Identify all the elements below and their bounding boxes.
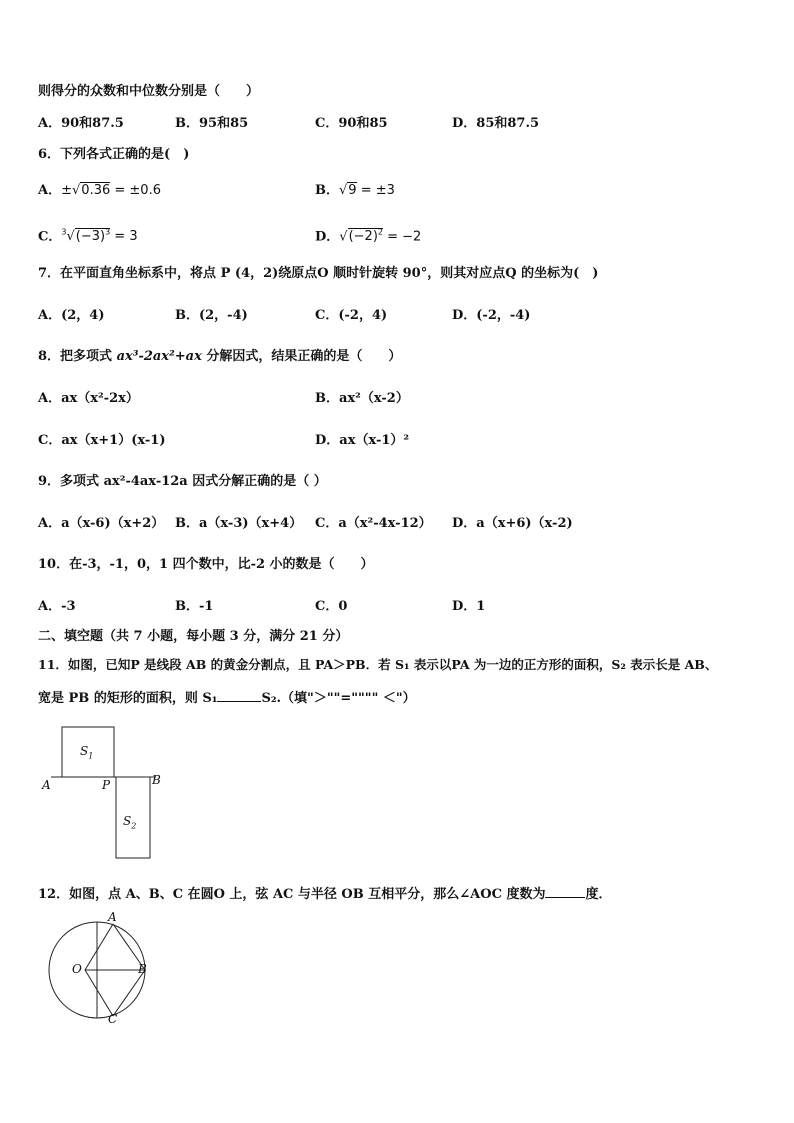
q11-line-2-pre: 宽是 PB 的矩形的面积，则 S₁: [38, 691, 218, 706]
q6-d-post: = −2: [382, 229, 422, 245]
q12-stem-pre: 12．如图，点 A、B、C 在圆O 上，弦 AC 与半径 OB 互相平分，那么∠AOC 度数为: [38, 887, 546, 902]
q6-a-label: A．: [38, 183, 62, 198]
label-s2-sub: 2: [131, 821, 137, 831]
label-b-circle: B: [138, 962, 147, 976]
q6-a-math: ±√0.36 = ±0.6: [61, 183, 161, 198]
label-b: B: [152, 773, 161, 787]
q11-line-1: 11．如图，已知P 是线段 AB 的黄金分割点，且 PA＞PB．若 S₁ 表示以PA 为一边的正方形的面积，S₂ 表示长是 AB、: [38, 657, 718, 672]
q6-c-radicand-wrap: [75, 228, 110, 244]
q8-option-c: C．ax（x+1）(x-1): [38, 433, 166, 448]
q6-option-d: [315, 225, 421, 245]
q9-option-b: B．a（x-3)（x+4）: [175, 516, 303, 531]
q6-option-a: [38, 183, 161, 199]
label-a-circle: A: [108, 910, 117, 924]
q6-d-exp: 2: [377, 228, 383, 237]
q5-stem: 则得分的众数和中位数分别是（ ）: [38, 84, 260, 99]
q6-b-radicand: 9: [348, 183, 357, 198]
q7-option-b: B．(2，-4): [175, 308, 248, 323]
label-a: A: [42, 778, 51, 792]
q6-a-pre: ±: [61, 183, 72, 198]
q6-b-math: √9 = ±3: [339, 183, 395, 198]
q12-stem-post: 度．: [585, 887, 612, 902]
label-p: P: [102, 778, 111, 792]
segment-oa: [85, 924, 113, 970]
q9-option-c: C．a（x²-4x-12）: [315, 516, 432, 531]
q8-stem-post: 分解因式，结果正确的是（ ）: [201, 349, 402, 364]
label-s2-letter: S: [123, 814, 132, 828]
q10-option-c: C．0: [315, 599, 348, 614]
q5-option-d: D．85和87.5: [452, 116, 540, 131]
q6-d-radicand-wrap: [348, 228, 383, 244]
q8-option-a: A．ax（x²-2x）: [38, 391, 139, 406]
q6-c-math: $^3√(-3)^3 = 3$: [61, 228, 138, 245]
q6-c-exp: 3: [105, 228, 111, 237]
label-s1: [80, 744, 93, 760]
q6-d-radicand: (−2): [348, 229, 378, 245]
q10-option-a: A．-3: [38, 599, 76, 614]
q12-stem: [38, 885, 611, 903]
q9-option-d: D．a（x+6)（x-2): [452, 516, 573, 531]
q7-option-d: D．(-2，-4): [452, 308, 531, 323]
segment-oc: [85, 970, 113, 1016]
q6-a-post: = ±0.6: [110, 183, 161, 198]
q6-c-index: 3: [61, 228, 67, 237]
q5-option-a: A．90和87.5: [38, 116, 124, 131]
q6-c-radicand: (−3): [75, 229, 106, 245]
q6-c-post: = 3: [110, 229, 138, 245]
q8-stem: [38, 349, 401, 365]
q11-answer-blank[interactable]: [217, 689, 261, 702]
label-c-circle: C: [108, 1012, 118, 1026]
q7-option-a: A．(2，4): [38, 308, 105, 323]
q6-stem: 6．下列各式正确的是( ): [38, 147, 190, 162]
q11-figure: [36, 722, 176, 862]
q11-line-2-post: S₂.（填"＞""="""" ＜"）: [261, 691, 416, 706]
label-s1-letter: S: [80, 744, 89, 758]
label-s2: [123, 814, 136, 830]
q8-stem-pre: 8．把多项式: [38, 349, 117, 364]
label-o-circle: O: [72, 962, 82, 976]
q10-stem: 10．在-3，-1，0，1 四个数中，比-2 小的数是（ ）: [38, 557, 374, 572]
q6-d-math: $√(-2)^2 = -2$: [339, 228, 422, 245]
q11-line-2: [38, 689, 416, 707]
q8-stem-expr: ax³-2ax²+ax: [116, 349, 202, 364]
q5-option-b: B．95和85: [175, 116, 249, 131]
label-s1-sub: 1: [88, 751, 94, 761]
q10-option-d: D．1: [452, 599, 486, 614]
q6-d-label: D．: [315, 229, 340, 245]
q6-b-post: = ±3: [356, 183, 395, 198]
q10-option-b: B．-1: [175, 599, 214, 614]
q8-option-d: D．ax（x-1）²: [315, 433, 410, 448]
q12-answer-blank[interactable]: [545, 885, 585, 898]
q6-b-label: B．: [315, 183, 339, 198]
q5-option-c: C．90和85: [315, 116, 388, 131]
q7-stem: 7．在平面直角坐标系中，将点 P (4，2)绕原点O 顺时针旋转 90°，则其对应点Q 的坐标为( ): [38, 266, 599, 281]
q9-stem: 9．多项式 ax²-4ax-12a 因式分解正确的是（ ）: [38, 474, 327, 489]
q6-option-b: [315, 183, 395, 199]
q6-a-radicand: 0.36: [81, 183, 111, 198]
q9-option-a: A．a（x-6)（x+2）: [38, 516, 165, 531]
q7-option-c: C．(-2，4): [315, 308, 388, 323]
q6-option-c: [38, 225, 138, 245]
section-2-heading: 二、填空题（共 7 小题，每小题 3 分，满分 21 分）: [38, 629, 349, 644]
q6-c-label: C．: [38, 229, 62, 245]
q8-option-b: B．ax²（x-2）: [315, 391, 409, 406]
segment-cb: [113, 970, 145, 1016]
